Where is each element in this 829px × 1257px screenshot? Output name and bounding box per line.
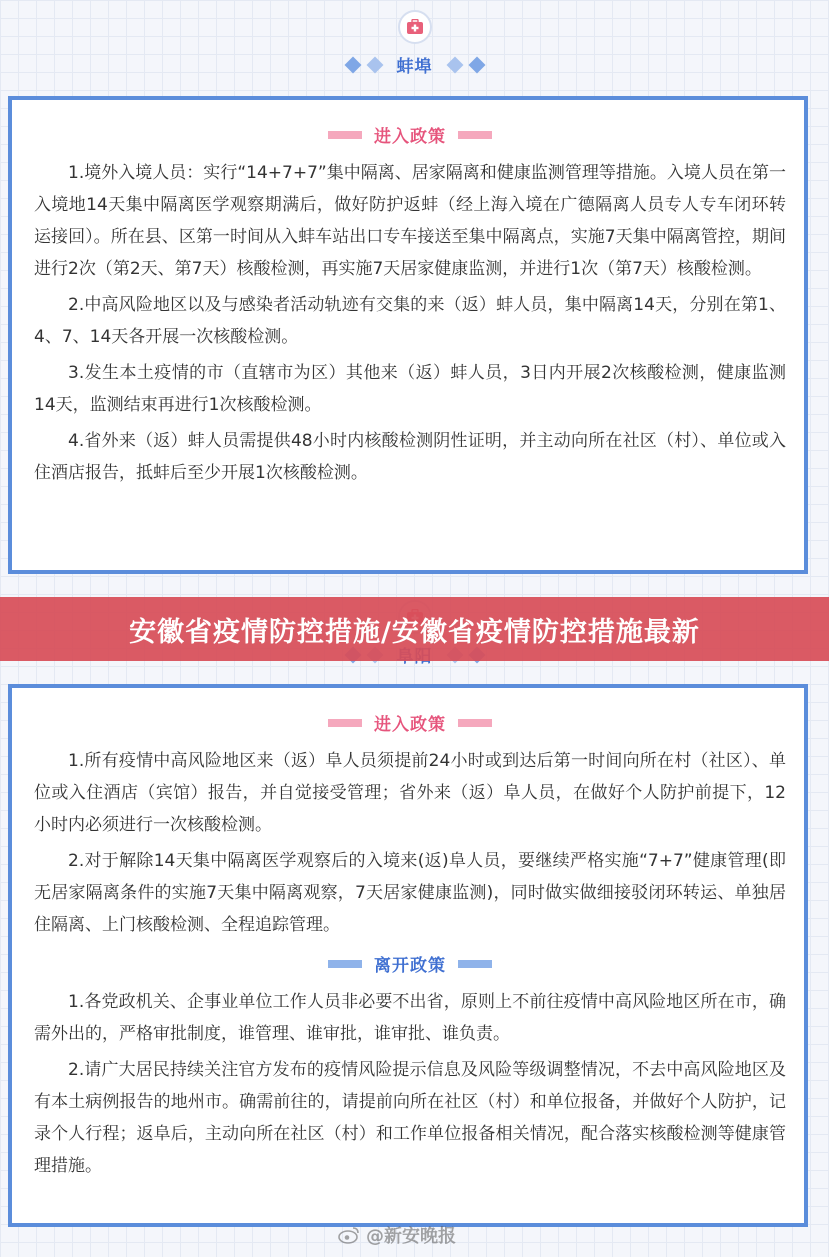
policy-paragraph: 4.省外来（返）蚌人员需提供48小时内核酸检测阴性证明，并主动向所在社区（村）、单位或入住酒店报告，抵蚌后至少开展1次核酸检测。: [34, 431, 786, 483]
title-banner: 安徽省疫情防控措施/安徽省疫情防控措施最新: [0, 597, 829, 661]
policy-box-bengbu: [8, 96, 808, 574]
weibo-icon: [338, 1226, 360, 1244]
watermark-text: @新安晚报: [366, 1226, 456, 1247]
section-title: 进入政策: [34, 710, 786, 735]
diamond-decoration: [344, 56, 361, 73]
section-title: 离开政策: [34, 951, 786, 976]
policy-paragraph: 2.中高风险地区以及与感染者活动轨迹有交集的来（返）蚌人员，集中隔离14天，分别在第1、4、7、14天各开展一次核酸检测。: [34, 295, 786, 347]
diamond-decoration: [366, 56, 383, 73]
diamond-decoration: [468, 56, 485, 73]
city-header-bengbu: [0, 10, 829, 77]
policy-paragraph: 1.各党政机关、企事业单位工作人员非必要不出省，原则上不前往疫情中高风险地区所在市，确需外出的，严格审批制度，谁管理、谁审批，谁审批、谁负责。: [34, 992, 786, 1044]
section-title: 进入政策: [34, 122, 786, 147]
medical-kit-icon: [398, 10, 432, 44]
watermark: [338, 1222, 456, 1248]
policy-paragraph: 2.请广大居民持续关注官方发布的疫情风险提示信息及风险等级调整情况，不去中高风险地区及有本土病例报告的地州市。确需前往的，请提前向所在社区（村）和单位报备，并做好个人防护，记录个人行程；返阜后，主动向所在社区（村）和工作单位报备相关情况，配合落实核酸检测等健康管理措施。: [34, 1060, 786, 1176]
diamond-decoration: [446, 56, 463, 73]
policy-paragraph: 1.境外入境人员：实行“14+7+7”集中隔离、居家隔离和健康监测管理等措施。入境人员在第一入境地14天集中隔离医学观察期满后，做好防护返蚌（经上海入境在广德隔离人员专人专车闭环转运接回）。所在县、区第一时间从入蚌车站出口专车接送至集中隔离点，实施7天集中隔离管控，期间进行2次（第2天、第7天）核酸检测，再实施7天居家健康监测，并进行1次（第7天）核酸检测。: [34, 163, 786, 279]
policy-paragraph: 3.发生本土疫情的市（直辖市为区）其他来（返）蚌人员，3日内开展2次核酸检测，健康监测14天，监测结束再进行1次核酸检测。: [34, 363, 786, 415]
policy-paragraph: 1.所有疫情中高风险地区来（返）阜人员须提前24小时或到达后第一时间向所在村（社区）、单位或入住酒店（宾馆）报告，并自觉接受管理；省外来（返）阜人员，在做好个人防护前提下，12小时内必须进行一次核酸检测。: [34, 751, 786, 835]
policy-paragraph: 2.对于解除14天集中隔离医学观察后的入境来(返)阜人员，要继续严格实施“7+7”健康管理(即无居家隔离条件的实施7天集中隔离观察，7天居家健康监测)，同时做实做细接驳闭环转运、单独居住隔离、上门核酸检测、全程追踪管理。: [34, 851, 786, 935]
policy-box-fuyang: [8, 684, 808, 1227]
city-name: 蚌埠: [396, 57, 433, 77]
